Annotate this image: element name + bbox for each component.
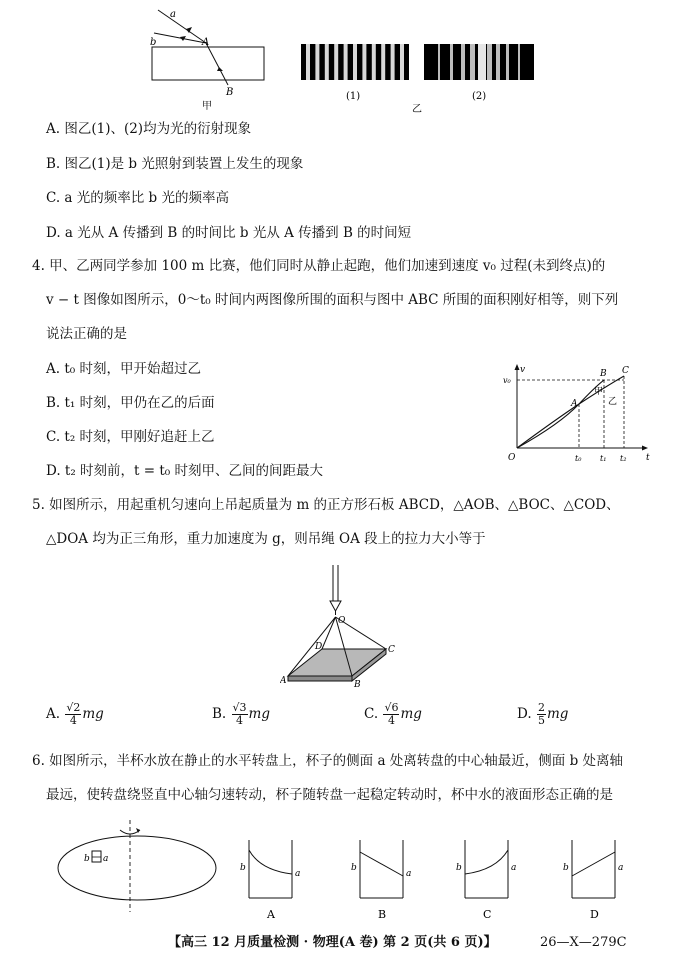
svg-text:B: B [600, 369, 607, 379]
q6-stem-line1: 6. 如图所示，半杯水放在静止的水平转盘上，杯子的侧面 a 处离转盘的中心轴最近，侧面 b 处离轴 [32, 753, 624, 769]
svg-text:A: A [267, 908, 275, 921]
cup-option-a [234, 838, 304, 922]
q5-option-d: D. $\frac{2}{5}$ mg [517, 701, 569, 727]
svg-text:t₀: t₀ [575, 454, 582, 463]
turntable-disk [58, 836, 216, 900]
rope-OD [322, 617, 336, 649]
svg-text:D: D [315, 642, 323, 652]
refraction-figure [140, 5, 280, 115]
water-surface-d [572, 852, 615, 876]
svg-text:v₀: v₀ [503, 376, 511, 385]
fringe-bright-band [518, 44, 520, 80]
svg-text:O: O [338, 616, 346, 626]
q3-option-a: A. 图乙(1)、(2)均为光的衍射现象 [46, 121, 252, 137]
svg-text:甲: 甲 [594, 387, 604, 397]
svg-text:a: a [406, 869, 412, 879]
fringe-bright-band [353, 44, 357, 80]
svg-text:b: b [240, 863, 246, 873]
svg-text:乙: 乙 [608, 397, 618, 407]
slab-side [288, 676, 352, 681]
q4-option-c: C. t₂ 时刻，甲刚好追赶上乙 [46, 429, 215, 445]
fringe-bright-band [381, 44, 385, 80]
label-b: b [150, 37, 157, 48]
fringe-bright-band [506, 44, 509, 80]
label-a: a [170, 9, 176, 20]
svg-text:t₂: t₂ [620, 454, 627, 463]
cup-option-c [450, 838, 520, 922]
label-jia: 甲 [202, 101, 212, 112]
fringe-bright-band [400, 44, 404, 80]
water-surface-a [249, 850, 292, 874]
footer-code: 26—X—279C [540, 935, 627, 950]
q4-stem-line3: 说法正确的是 [46, 326, 127, 342]
svg-text:a: a [103, 854, 109, 864]
svg-text:C: C [483, 908, 492, 921]
fringe-bright-band [496, 44, 500, 80]
pattern-2-label: (2) [472, 91, 487, 102]
q3-option-d: D. a 光从 A 传播到 B 的时间比 b 光从 A 传播到 B 的时间短 [46, 225, 412, 241]
q6-stem-line2: 最远，使转盘绕竖直中心轴匀速转动，杯子随转盘一起稳定转动时，杯中水的液面形态正确的是 [46, 787, 613, 803]
fringe-bright-band [391, 44, 395, 80]
q5-stem-line1: 5. 如图所示，用起重机匀速向上吊起质量为 m 的正方形石板 ABCD，△AOB、△BOC、△COD、 [32, 497, 620, 513]
svg-text:b: b [563, 863, 569, 873]
svg-text:B: B [378, 908, 387, 921]
q5-option-b: B. $\frac{√3}{4}$ mg [212, 701, 270, 727]
fringe-bright-band [325, 44, 329, 80]
svg-text:v: v [520, 365, 526, 375]
svg-text:b: b [84, 854, 90, 864]
hook [330, 601, 341, 611]
fringe-bright-band [470, 44, 475, 80]
refracted-ray [206, 43, 228, 85]
q4-stem-line2: v − t 图像如图所示，0～t₀ 时间内两图像所围的面积与图中 ABC 所围的面积刚好相等，则下列 [46, 292, 619, 308]
q5-stem-line2: △DOA 均为正三角形，重力加速度为 g，则吊绳 OA 段上的拉力大小等于 [46, 531, 486, 547]
glass-block [152, 47, 264, 80]
svg-text:t: t [646, 453, 650, 463]
cup-option-d [557, 838, 627, 922]
q5-option-c: C. $\frac{√6}{4}$ mg [364, 701, 422, 727]
fringe-bright-band [372, 44, 376, 80]
q4-option-a: A. t₀ 时刻，甲开始超过乙 [46, 361, 201, 377]
cup-on-disk [92, 851, 101, 862]
turntable-figure [56, 820, 226, 920]
fringe-bright-band [461, 44, 465, 80]
svg-text:b: b [456, 863, 462, 873]
q3-option-b: B. 图乙(1)是 b 光照射到装置上发生的现象 [46, 156, 304, 172]
cup-option-b [345, 838, 415, 922]
fringe-bright-band [487, 44, 492, 80]
fringe-bright-band [344, 44, 348, 80]
svg-text:C: C [388, 645, 395, 655]
q3-option-c: C. a 光的频率比 b 光的频率高 [46, 190, 229, 206]
q5-option-a: A. $\frac{√2}{4}$ mg [46, 701, 104, 727]
q4-option-b: B. t₁ 时刻，甲仍在乙的后面 [46, 395, 215, 411]
vt-graph [500, 362, 660, 466]
q4-option-d: D. t₂ 时刻前，t = t₀ 时刻甲、乙间的间距最大 [46, 463, 324, 479]
label-yi: 乙 [412, 104, 422, 114]
svg-text:O: O [508, 453, 516, 463]
water-surface-b [360, 852, 403, 876]
label-A: A [202, 37, 210, 48]
fringe-bright-band [362, 44, 366, 80]
svg-text:a: a [618, 863, 624, 873]
svg-text:a: a [295, 869, 301, 879]
footer-title: 【高三 12 月质量检测 · 物理(A 卷) 第 2 页(共 6 页)】 [168, 935, 497, 950]
svg-text:D: D [590, 908, 599, 921]
fringe-bright-band [438, 44, 440, 80]
water-surface-c [465, 850, 508, 874]
svg-text:a: a [511, 863, 517, 873]
fringe-bright-band [306, 44, 310, 80]
svg-text:C: C [622, 366, 629, 376]
svg-text:t₁: t₁ [600, 454, 607, 463]
q4-stem-line1: 4. 甲、乙两同学参加 100 m 比赛，他们同时从静止起跑，他们加速到速度 v₀ 过程(未到终点)的 [32, 258, 606, 274]
pattern-1-label: (1) [346, 91, 361, 102]
svg-text:B: B [354, 680, 361, 690]
fringe-bright-band [478, 44, 486, 80]
svg-text:A: A [571, 399, 578, 409]
svg-text:b: b [351, 863, 357, 873]
fringe-bright-band [315, 44, 319, 80]
fringe-bright-band [450, 44, 453, 80]
fringe-figure [298, 44, 538, 114]
crane-slab-figure [280, 563, 410, 691]
svg-text:A: A [280, 676, 287, 686]
fringe-bright-band [334, 44, 338, 80]
label-B: B [226, 87, 234, 98]
